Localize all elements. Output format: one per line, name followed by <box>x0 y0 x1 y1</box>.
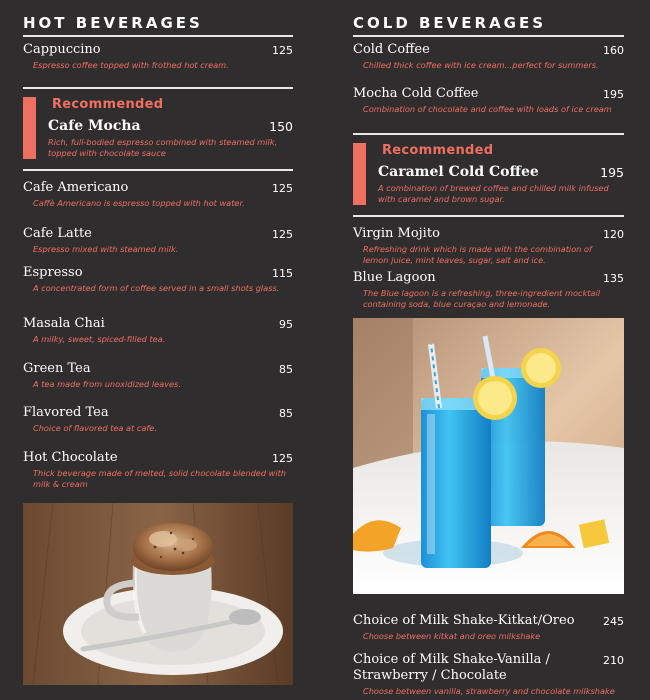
item-price: 135 <box>603 272 624 285</box>
item-price: 245 <box>603 615 624 628</box>
menu-item-cold-coffee <box>353 42 624 71</box>
item-price: 160 <box>603 44 624 57</box>
hot-chocolate-photo <box>23 503 293 685</box>
menu-item-green-tea <box>23 361 293 390</box>
item-description: A tea made from unoxidized leaves. <box>33 379 181 389</box>
blue-lagoon-photo <box>353 318 624 594</box>
item-description: Choose between vanilla, strawberry and chocolate milkshake <box>363 686 615 696</box>
item-price: 125 <box>272 182 293 195</box>
item-name: Cafe Latte <box>23 226 92 241</box>
item-description: Espresso coffee topped with frothed hot cream. <box>33 60 229 70</box>
recommended-tag: Recommended <box>382 143 494 158</box>
item-price: 125 <box>272 228 293 241</box>
item-description: Choose between kitkat and oreo milkshake <box>363 631 541 641</box>
item-price: 195 <box>603 88 624 101</box>
recommended-tag: Recommended <box>52 97 164 112</box>
item-price: 120 <box>603 228 624 241</box>
hot-beverages-title: HOT BEVERAGES <box>23 14 203 32</box>
hot-beverages-column <box>23 0 293 700</box>
menu-item-hot-chocolate <box>23 450 293 490</box>
item-name: Hot Chocolate <box>23 450 118 465</box>
menu-item-espresso <box>23 265 293 294</box>
item-price: 85 <box>279 407 293 420</box>
menu-item-cappuccino <box>23 42 293 71</box>
item-description: A combination of brewed coffee and chilled milk infused with caramel and brown sugar. <box>378 183 609 204</box>
divider <box>353 35 624 37</box>
item-name: Cafe Mocha <box>48 118 141 134</box>
item-name: Caramel Cold Coffee <box>378 164 539 180</box>
item-name: Flavored Tea <box>23 405 109 420</box>
menu-item-flavored-tea <box>23 405 293 434</box>
item-name: Choice of Milk Shake-Vanilla / Strawberry / Chocolate <box>353 652 550 683</box>
item-name: Espresso <box>23 265 83 280</box>
item-price: 195 <box>600 165 624 180</box>
item-name: Cappuccino <box>23 42 101 57</box>
item-price: 125 <box>272 452 293 465</box>
item-name: Green Tea <box>23 361 91 376</box>
item-description: The Blue lagoon is a refreshing, three-ingredient mocktail containing soda, blue curaçao and lemonade. <box>363 288 600 309</box>
menu-item-virgin-mojito <box>353 226 624 266</box>
item-name: Virgin Mojito <box>353 226 440 241</box>
recommended-accent-bar <box>23 97 36 159</box>
item-price: 95 <box>279 318 293 331</box>
recommended-cafe-mocha <box>23 97 293 159</box>
item-name: Mocha Cold Coffee <box>353 86 479 101</box>
recommended-accent-bar <box>353 143 366 205</box>
divider <box>23 35 293 37</box>
item-name: Blue Lagoon <box>353 270 436 285</box>
item-name: Masala Chai <box>23 316 105 331</box>
item-name: Cold Coffee <box>353 42 430 57</box>
item-price: 150 <box>269 119 293 134</box>
menu-item-masala-chai <box>23 316 293 345</box>
item-description: A milky, sweet, spiced-filled tea. <box>33 334 166 344</box>
item-description: Rich, full-bodied espresso combined with steamed milk, topped with chocolate sauce <box>48 137 278 158</box>
menu-item-cafe-americano <box>23 180 293 209</box>
item-description: A concentrated form of coffee served in a small shots glass. <box>33 283 280 293</box>
item-name: Cafe Americano <box>23 180 129 195</box>
cold-beverages-column <box>353 0 624 700</box>
menu-item-cafe-latte <box>23 226 293 255</box>
menu-item-blue-lagoon <box>353 270 624 310</box>
item-name: Choice of Milk Shake-Kitkat/Oreo <box>353 613 575 628</box>
item-description: Espresso mixed with steamed milk. <box>33 244 179 254</box>
item-description: Thick beverage made of melted, solid chocolate blended with milk & cream <box>33 468 286 489</box>
divider <box>23 169 293 171</box>
cold-beverages-title: COLD BEVERAGES <box>353 14 547 32</box>
divider <box>353 215 624 217</box>
hot-chocolate-illustration <box>23 503 293 685</box>
item-price: 210 <box>603 654 624 667</box>
item-price: 85 <box>279 363 293 376</box>
menu-item-milkshake-kitkat-oreo <box>353 613 624 642</box>
item-description: Choice of flavored tea at cafe. <box>33 423 157 433</box>
item-description: Refreshing drink which is made with the combination of lemon juice, mint leaves, sugar, salt and ice. <box>363 244 592 265</box>
item-price: 115 <box>272 267 293 280</box>
blue-lagoon-illustration <box>353 318 624 594</box>
item-description: Combination of chocolate and coffee with loads of ice cream <box>363 104 612 114</box>
menu-item-milkshake-vanilla-strawberry-chocolate <box>353 652 624 697</box>
divider <box>23 87 293 89</box>
recommended-caramel-cold-coffee <box>353 143 624 205</box>
menu-item-mocha-cold-coffee <box>353 86 624 115</box>
divider <box>353 133 624 135</box>
item-description: Caffè Americano is espresso topped with hot water. <box>33 198 245 208</box>
item-price: 125 <box>272 44 293 57</box>
item-description: Chilled thick coffee with ice cream...perfect for summers. <box>363 60 599 70</box>
